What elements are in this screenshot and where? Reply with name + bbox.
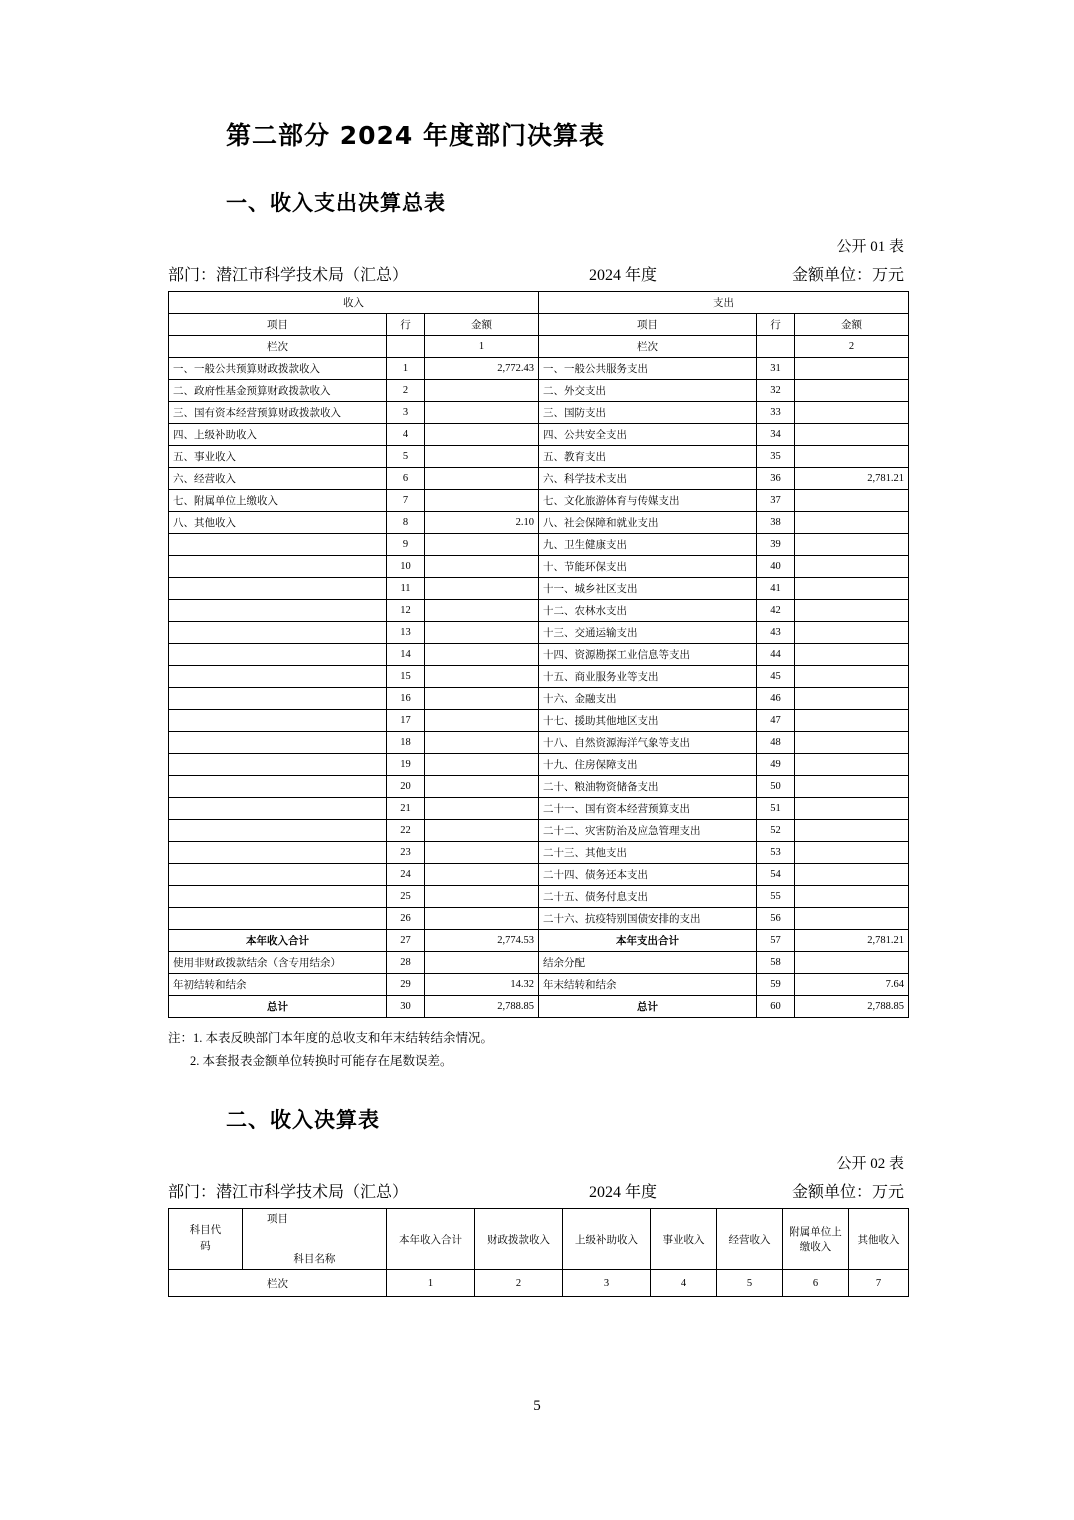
expense-item: 五、教育支出: [539, 445, 757, 467]
income-item: [169, 577, 387, 599]
lanci-blank-expense-row: [757, 335, 795, 357]
header-col-6: 附属单位上缴收入: [783, 1209, 849, 1270]
income-item: [169, 775, 387, 797]
expense-item: 总计: [539, 995, 757, 1017]
table-code-2: 公开 02 表: [836, 1156, 904, 1172]
lanci-value-5: 5: [717, 1270, 783, 1297]
expense-row-no: 51: [757, 797, 795, 819]
expense-item: 一、一般公共服务支出: [539, 357, 757, 379]
lanci-num-income: 1: [425, 335, 539, 357]
income-amount: [425, 819, 539, 841]
expense-amount: [795, 533, 909, 555]
expense-amount: [795, 599, 909, 621]
income-detail-table: [168, 1208, 909, 1297]
income-row-no: 20: [387, 775, 425, 797]
income-amount: [425, 599, 539, 621]
expense-amount: [795, 621, 909, 643]
expense-amount: 7.64: [795, 973, 909, 995]
income-row-no: 4: [387, 423, 425, 445]
income-item: [169, 555, 387, 577]
expense-row-no: 49: [757, 753, 795, 775]
col-header-income-row: 行: [387, 313, 425, 335]
header-col-3: 上级补助收入: [563, 1209, 651, 1270]
income-row-no: 9: [387, 533, 425, 555]
income-row-no: 14: [387, 643, 425, 665]
expense-row-no: 33: [757, 401, 795, 423]
expense-row-no: 38: [757, 511, 795, 533]
meta-department-2: 部门：潜江市科学技术局（汇总）: [168, 1184, 409, 1201]
table-row: [169, 401, 909, 423]
income-item: [169, 709, 387, 731]
expense-amount: [795, 357, 909, 379]
income-amount: 2,774.53: [425, 929, 539, 951]
group-expense-header: 支出: [539, 291, 909, 313]
table-row: [169, 753, 909, 775]
meta-department-1: 部门：潜江市科学技术局（汇总）: [168, 266, 409, 284]
income-amount: [425, 797, 539, 819]
expense-amount: [795, 797, 909, 819]
expense-item: 九、卫生健康支出: [539, 533, 757, 555]
table-meta-1: [168, 262, 908, 285]
expense-amount: [795, 665, 909, 687]
table-row: [169, 907, 909, 929]
meta-year-1: 2024 年度: [588, 266, 657, 284]
table2-header-row: [169, 1209, 909, 1270]
income-row-no: 12: [387, 599, 425, 621]
income-amount: [425, 775, 539, 797]
income-item: 年初结转和结余: [169, 973, 387, 995]
expense-amount: [795, 907, 909, 929]
table-row: [169, 357, 909, 379]
col-header-income-amount: 金额: [425, 313, 539, 335]
expense-row-no: 35: [757, 445, 795, 467]
expense-row-no: 58: [757, 951, 795, 973]
table-row: [169, 863, 909, 885]
meta-unit-1: 金额单位：万元: [791, 266, 904, 284]
expense-item: 二十五、债务付息支出: [539, 885, 757, 907]
table-group-header-row: [169, 291, 909, 313]
table-column-header-row: [169, 313, 909, 335]
header-code: 科目代 码: [169, 1209, 243, 1269]
income-amount: [425, 423, 539, 445]
table-row: [169, 841, 909, 863]
lanci-label: 栏次: [169, 1270, 387, 1297]
expense-item: 二十三、其他支出: [539, 841, 757, 863]
expense-item: 二、外交支出: [539, 379, 757, 401]
income-amount: 2,772.43: [425, 357, 539, 379]
income-item: [169, 863, 387, 885]
income-item: [169, 643, 387, 665]
header-col-1: 本年收入合计: [387, 1209, 475, 1270]
income-row-no: 18: [387, 731, 425, 753]
income-amount: [425, 841, 539, 863]
income-row-no: 24: [387, 863, 425, 885]
expense-item: 二十四、债务还本支出: [539, 863, 757, 885]
header-item-label: 项目: [267, 1214, 288, 1225]
header-item-group: [169, 1209, 387, 1270]
expense-item: 六、科学技术支出: [539, 467, 757, 489]
lanci-num-expense: 2: [795, 335, 909, 357]
expense-row-no: 54: [757, 863, 795, 885]
income-amount: 2.10: [425, 511, 539, 533]
table-row: [169, 885, 909, 907]
income-amount: [425, 951, 539, 973]
note-2: 2. 本套报表金额单位转换时可能存在尾数误差。: [190, 1054, 453, 1069]
expense-item: 本年支出合计: [539, 929, 757, 951]
expense-item: 十三、交通运输支出: [539, 621, 757, 643]
income-amount: 2,788.85: [425, 995, 539, 1017]
expense-amount: [795, 775, 909, 797]
group-income-header: 收入: [169, 291, 539, 313]
col-header-expense-amount: 金额: [795, 313, 909, 335]
expense-row-no: 47: [757, 709, 795, 731]
expense-row-no: 42: [757, 599, 795, 621]
income-row-no: 2: [387, 379, 425, 401]
expense-item: 十四、资源勘探工业信息等支出: [539, 643, 757, 665]
expense-row-no: 55: [757, 885, 795, 907]
income-row-no: 22: [387, 819, 425, 841]
income-row-no: 19: [387, 753, 425, 775]
income-amount: 14.32: [425, 973, 539, 995]
expense-item: 十七、援助其他地区支出: [539, 709, 757, 731]
income-item: 四、上级补助收入: [169, 423, 387, 445]
expense-row-no: 50: [757, 775, 795, 797]
income-row-no: 15: [387, 665, 425, 687]
income-row-no: 17: [387, 709, 425, 731]
table-row: [169, 643, 909, 665]
income-amount: [425, 885, 539, 907]
table-row: [169, 467, 909, 489]
expense-item: 八、社会保障和就业支出: [539, 511, 757, 533]
income-row-no: 28: [387, 951, 425, 973]
income-amount: [425, 555, 539, 577]
expense-amount: [795, 511, 909, 533]
expense-item: 十五、商业服务业等支出: [539, 665, 757, 687]
col-header-expense-item: 项目: [539, 313, 757, 335]
expense-amount: 2,788.85: [795, 995, 909, 1017]
expense-amount: [795, 951, 909, 973]
table-row: [169, 379, 909, 401]
expense-item: 三、国防支出: [539, 401, 757, 423]
income-item: 三、国有资本经营预算财政拨款收入: [169, 401, 387, 423]
lanci-value-1: 1: [387, 1270, 475, 1297]
expense-amount: 2,781.21: [795, 467, 909, 489]
table-row: [169, 489, 909, 511]
income-row-no: 3: [387, 401, 425, 423]
income-row-no: 5: [387, 445, 425, 467]
income-item: [169, 841, 387, 863]
header-name: 科目名称: [293, 1254, 336, 1265]
expense-amount: [795, 555, 909, 577]
table-row: [169, 555, 909, 577]
table-meta-2: [168, 1179, 908, 1202]
income-amount: [425, 379, 539, 401]
expense-row-no: 43: [757, 621, 795, 643]
income-amount: [425, 621, 539, 643]
income-amount: [425, 863, 539, 885]
table-summary-row: [169, 929, 909, 951]
expense-item: 二十二、灾害防治及应急管理支出: [539, 819, 757, 841]
table-summary-row: [169, 995, 909, 1017]
income-row-no: 7: [387, 489, 425, 511]
income-item: 二、政府性基金预算财政拨款收入: [169, 379, 387, 401]
expense-item: 十、节能环保支出: [539, 555, 757, 577]
income-row-no: 29: [387, 973, 425, 995]
expense-amount: [795, 423, 909, 445]
col-header-income-item: 项目: [169, 313, 387, 335]
income-item: 五、事业收入: [169, 445, 387, 467]
expense-item: 二十六、抗疫特别国债安排的支出: [539, 907, 757, 929]
page-content: [168, 120, 908, 1297]
expense-amount: [795, 687, 909, 709]
table-row: [169, 797, 909, 819]
expense-item: 四、公共安全支出: [539, 423, 757, 445]
expense-row-no: 31: [757, 357, 795, 379]
income-amount: [425, 489, 539, 511]
expense-amount: [795, 643, 909, 665]
income-row-no: 13: [387, 621, 425, 643]
lanci-blank-income-row: [387, 335, 425, 357]
section-2: [168, 1104, 908, 1297]
income-item: [169, 687, 387, 709]
section-heading-2: 二、收入决算表: [226, 1108, 380, 1132]
income-row-no: 8: [387, 511, 425, 533]
income-item: 使用非财政拨款结余（含专用结余）: [169, 951, 387, 973]
income-amount: [425, 401, 539, 423]
expense-amount: [795, 753, 909, 775]
header-col-7: 其他收入: [849, 1209, 909, 1270]
expense-row-no: 32: [757, 379, 795, 401]
income-amount: [425, 731, 539, 753]
lanci-label-expense: 栏次: [539, 335, 757, 357]
expense-amount: [795, 885, 909, 907]
expense-amount: [795, 401, 909, 423]
expense-amount: [795, 841, 909, 863]
income-item: 六、经营收入: [169, 467, 387, 489]
income-amount: [425, 753, 539, 775]
income-row-no: 30: [387, 995, 425, 1017]
expense-item: 十八、自然资源海洋气象等支出: [539, 731, 757, 753]
lanci-value-6: 6: [783, 1270, 849, 1297]
income-item: 八、其他收入: [169, 511, 387, 533]
table-row: [169, 511, 909, 533]
expense-amount: [795, 731, 909, 753]
income-amount: [425, 907, 539, 929]
expense-item: 十二、农林水支出: [539, 599, 757, 621]
table-row: [169, 687, 909, 709]
col-header-expense-row: 行: [757, 313, 795, 335]
lanci-value-2: 2: [475, 1270, 563, 1297]
expense-row-no: 37: [757, 489, 795, 511]
part-title: 第二部分 2024 年度部门决算表: [226, 121, 605, 150]
income-amount: [425, 687, 539, 709]
meta-year-2: 2024 年度: [588, 1184, 657, 1201]
expense-item: 十一、城乡社区支出: [539, 577, 757, 599]
expense-row-no: 45: [757, 665, 795, 687]
table-row: [169, 621, 909, 643]
income-row-no: 11: [387, 577, 425, 599]
lanci-value-7: 7: [849, 1270, 909, 1297]
income-item: [169, 599, 387, 621]
table-row: [169, 445, 909, 467]
income-amount: [425, 665, 539, 687]
income-item: 总计: [169, 995, 387, 1017]
table-row: [169, 599, 909, 621]
income-row-no: 1: [387, 357, 425, 379]
table-lanci-row: [169, 335, 909, 357]
expense-item: 七、文化旅游体育与传媒支出: [539, 489, 757, 511]
table-summary-row: [169, 951, 909, 973]
table-notes: [168, 1027, 908, 1075]
income-amount: [425, 643, 539, 665]
lanci-label-income: 栏次: [169, 335, 387, 357]
expense-row-no: 60: [757, 995, 795, 1017]
income-item: [169, 797, 387, 819]
expense-row-no: 56: [757, 907, 795, 929]
expense-item: 二十一、国有资本经营预算支出: [539, 797, 757, 819]
expense-item: 结余分配: [539, 951, 757, 973]
note-1: 注：1. 本表反映部门本年度的总收支和年末结转结余情况。: [168, 1030, 494, 1045]
expense-row-no: 53: [757, 841, 795, 863]
meta-unit-2: 金额单位：万元: [791, 1184, 904, 1201]
header-col-2: 财政拨款收入: [475, 1209, 563, 1270]
income-amount: [425, 533, 539, 555]
table-row: [169, 819, 909, 841]
income-item: [169, 753, 387, 775]
expense-item: 二十、粮油物资储备支出: [539, 775, 757, 797]
expense-row-no: 39: [757, 533, 795, 555]
expense-amount: [795, 489, 909, 511]
table-row: [169, 577, 909, 599]
expense-row-no: 46: [757, 687, 795, 709]
income-row-no: 26: [387, 907, 425, 929]
lanci-value-4: 4: [651, 1270, 717, 1297]
expense-row-no: 41: [757, 577, 795, 599]
expense-row-no: 34: [757, 423, 795, 445]
income-item: 本年收入合计: [169, 929, 387, 951]
expense-amount: 2,781.21: [795, 929, 909, 951]
income-row-no: 23: [387, 841, 425, 863]
income-item: [169, 885, 387, 907]
expense-amount: [795, 379, 909, 401]
table-row: [169, 731, 909, 753]
table-code-1: 公开 01 表: [836, 238, 904, 255]
table-row: [169, 709, 909, 731]
income-item: [169, 621, 387, 643]
table-row: [169, 775, 909, 797]
income-item: [169, 665, 387, 687]
page-number: 5: [533, 1398, 541, 1414]
table-row: [169, 665, 909, 687]
income-item: [169, 907, 387, 929]
expense-amount: [795, 445, 909, 467]
income-row-no: 10: [387, 555, 425, 577]
income-row-no: 21: [387, 797, 425, 819]
expense-row-no: 40: [757, 555, 795, 577]
table-row: [169, 423, 909, 445]
expense-row-no: 44: [757, 643, 795, 665]
income-amount: [425, 467, 539, 489]
income-amount: [425, 709, 539, 731]
income-item: [169, 731, 387, 753]
table-row: [169, 533, 909, 555]
income-item: [169, 533, 387, 555]
income-row-no: 25: [387, 885, 425, 907]
income-expense-summary-table: [168, 291, 909, 1018]
income-row-no: 6: [387, 467, 425, 489]
lanci-value-3: 3: [563, 1270, 651, 1297]
table2-lanci-row: [169, 1270, 909, 1297]
income-row-no: 16: [387, 687, 425, 709]
expense-amount: [795, 709, 909, 731]
income-amount: [425, 577, 539, 599]
table-summary-row: [169, 973, 909, 995]
income-item: 一、一般公共预算财政拨款收入: [169, 357, 387, 379]
expense-item: 十六、金融支出: [539, 687, 757, 709]
header-col-4: 事业收入: [651, 1209, 717, 1270]
section-heading-1: 一、收入支出决算总表: [226, 190, 446, 215]
expense-amount: [795, 863, 909, 885]
expense-amount: [795, 819, 909, 841]
income-item: [169, 819, 387, 841]
expense-row-no: 52: [757, 819, 795, 841]
expense-row-no: 59: [757, 973, 795, 995]
income-amount: [425, 445, 539, 467]
expense-amount: [795, 577, 909, 599]
expense-row-no: 57: [757, 929, 795, 951]
expense-item: 十九、住房保障支出: [539, 753, 757, 775]
income-row-no: 27: [387, 929, 425, 951]
expense-row-no: 48: [757, 731, 795, 753]
income-item: 七、附属单位上缴收入: [169, 489, 387, 511]
expense-row-no: 36: [757, 467, 795, 489]
header-col-5: 经营收入: [717, 1209, 783, 1270]
expense-item: 年末结转和结余: [539, 973, 757, 995]
